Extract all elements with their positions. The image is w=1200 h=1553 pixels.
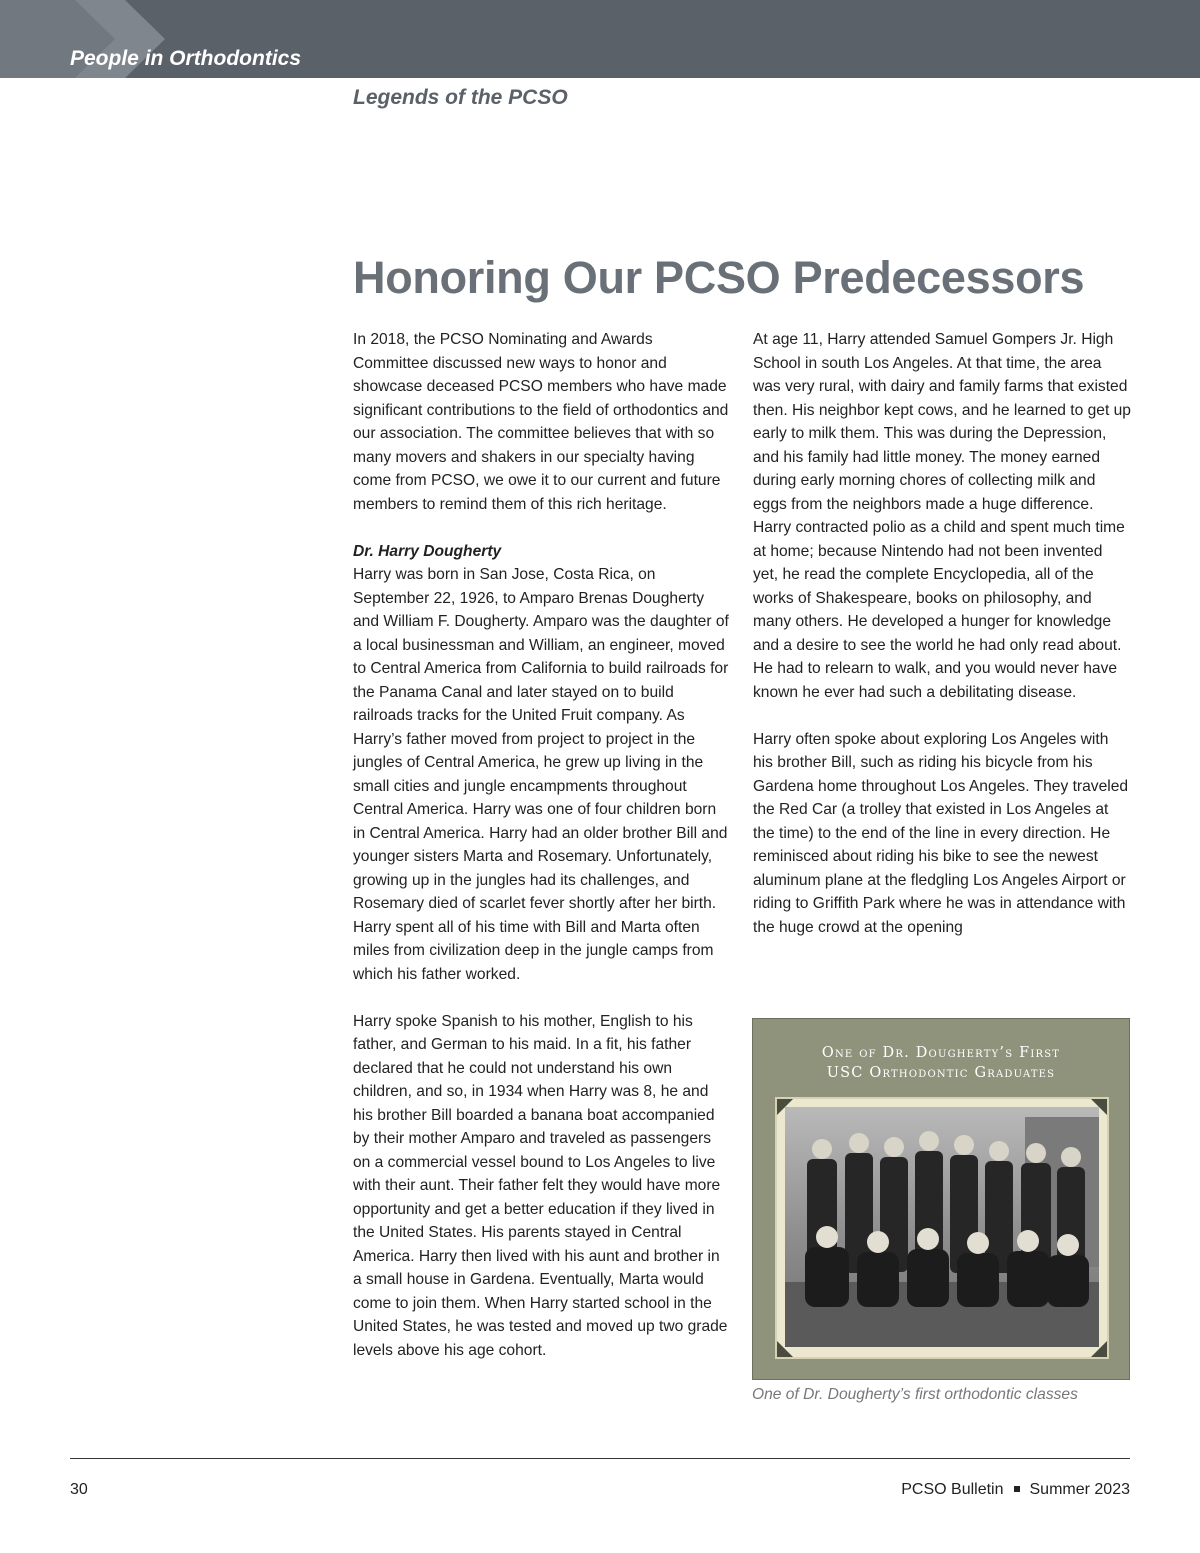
group-photo-image [785,1107,1099,1347]
subheading: Dr. Harry Dougherty [353,542,502,560]
photo-corner-icon [777,1099,793,1115]
intro-paragraph: In 2018, the PCSO Nominating and Awards Committee discussed new ways to honor and showcase deceased PCSO members who have made significant contributions to the field of orthodontics and our association. The committee believes that with so many movers and shakers in our specialty having come from PCSO, we owe it to our current and future members to remind them of this rich heritage. [353,331,729,513]
bullet-separator-icon [1014,1486,1020,1492]
body-paragraph: Harry often spoke about exploring Los Angeles with his brother Bill, such as riding his bicycle from his Gardena home throughout Los Angeles. They traveled the Red Car (a trolley that existed in Los Angeles at the time) to the end of the line in every direction. He reminisced about riding his bike to see the newest aluminum plane at the fledgling Los Angeles Airport or riding to Griffith Park where he was in attendance with the huge crowd at the opening [753,730,1129,936]
body-paragraph: Harry spoke Spanish to his mother, English to his father, and German to his maid. In a fit, his father declared that he could not understand his own children, and so, in 1934 when Harry was 8, he and his brother Bill boarded a banana boat accompanied by their mother Amparo and traveled as passengers on a commercial vessel bound to Los Angeles to live with their aunt. Their father felt they would have more opportunity and get a better education if they lived in the United States. His parents stayed in Central America. Harry then lived with his aunt and brother in a small house in Gardena. Eventually, Marta would come to join them. When Harry started school in the United States, he was tested and moved up two grade levels above his age cohort. [353,1012,728,1359]
left-column [353,328,731,1386]
group-photo [785,1107,1099,1347]
footer-publication [901,1481,1130,1499]
photo-corner-icon [1091,1099,1107,1115]
issue-label: Summer 2023 [1029,1481,1130,1498]
photo-corner-icon [777,1341,793,1357]
photo-title [753,1043,1129,1083]
body-paragraph: At age 11, Harry attended Samuel Gompers Jr. High School in south Los Angeles. At that time, the area was very rural, with dairy and family farms that existed then. His neighbor kept cows, and he learned to get up early to milk them. This was during the Depression, and his family had little money. The money earned during early morning chores of collecting milk and eggs from the neighbors made a huge difference. Harry contracted polio as a child and spent much time at home; because Nintendo had not been invented yet, he read the complete Encyclopedia, all of the works of Shakespeare, books on philosophy, and many others. He developed a hunger for knowledge and a desire to see the world he had only read about. He had to relearn to walk, and you would never have known he ever had such a debilitating disease. [753,331,1131,701]
page-number: 30 [70,1481,88,1498]
body-paragraph: Harry was born in San Jose, Costa Rica, on September 22, 1926, to Amparo Brenas Dougherty and William F. Dougherty. Amparo was the daughter of a local businessman and William, an engineer, moved to Central America from California to build railroads for the Panama Canal and later stayed on to build railroads tracks for the United Fruit company. As Harry’s father moved from project to project in the jungles of Central America, he grew up living in the small cities and jungle encampments throughout Central America. Harry was one of four children born in Central America. Harry had an older brother Bill and younger sisters Marta and Rosemary. Unfortunately, growing up in the jungles had its challenges, and Rosemary died of scarlet fever shortly after her birth. Harry spent all of his time with Bill and Marta often miles from civilization deep in the jungle camps from which his father worked. [353,566,729,983]
photo-figure [752,1018,1130,1380]
footer-divider [70,1458,1130,1459]
publication-name: PCSO Bulletin [901,1481,1004,1498]
photo-title-line-1: One of Dr. Dougherty’s First [821,1045,1061,1061]
article-title: Honoring Our PCSO Predecessors [353,252,1085,303]
right-column [753,328,1131,963]
section-label: People in Orthodontics [70,47,302,70]
photo-title-line-2: USC Orthodontic Graduates [826,1065,1056,1081]
photo-caption: One of Dr. Dougherty’s first orthodontic classes [752,1386,1078,1403]
series-label: Legends of the PCSO [353,86,568,109]
photo-corner-icon [1091,1341,1107,1357]
